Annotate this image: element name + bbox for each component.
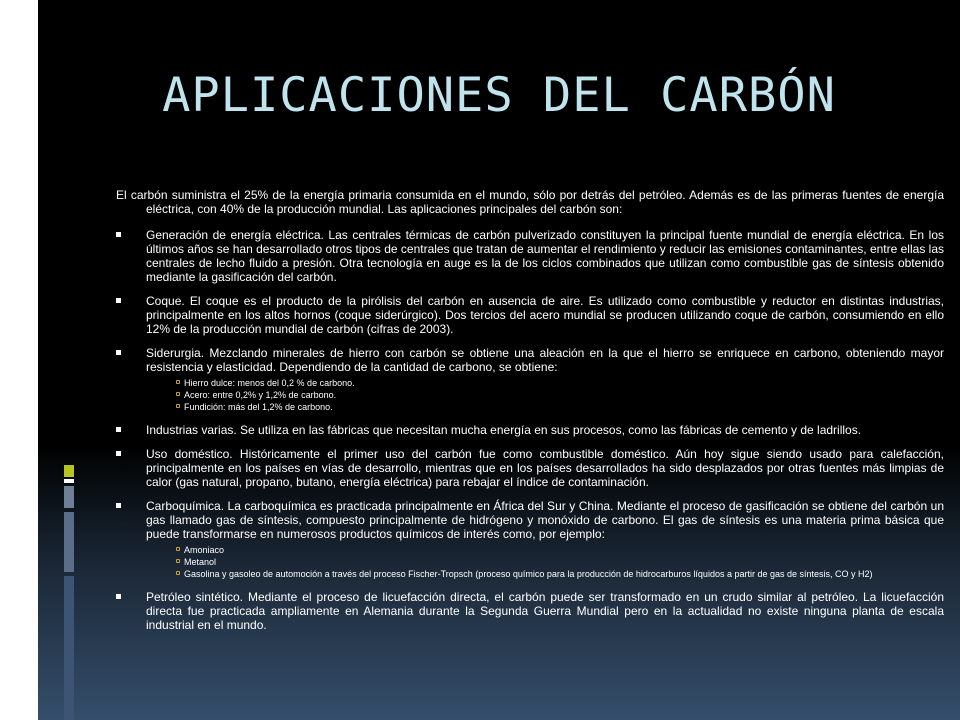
square-bullet-icon [116,594,121,599]
square-bullet-icon [116,298,121,303]
sub-list [146,377,944,413]
sub-list [146,544,944,580]
square-bullet-icon [116,427,121,432]
slide-body [116,188,944,642]
decorative-color-bars [64,465,74,720]
sub-list-item: Hierro dulce: menos del 0,2 % de carbono. [146,377,944,389]
hollow-square-bullet-icon [176,547,180,551]
deco-bar-slate [64,512,74,572]
bullet-item: Siderurgia. Mezclando minerales de hierro con carbón se obtiene una aleación en la que el hierro se enriquece en carbono, obteniendo mayor resistencia y elasticidad. Dependiendo de la cantidad de carbono, se obtiene: Hierro dulce: menos del 0,2 % de carbono. Acero: entre 0,2% y 1,2% de carbono. Fundición: más del 1,2% de carbono. [116,346,944,413]
sub-list-item: Gasolina y gasoleo de automoción a través del proceso Fischer-Tropsch (proceso químico para la producción de hidrocarburos líquidos a partir de gas de síntesis, CO y H2) [146,568,944,580]
square-bullet-icon [116,451,121,456]
sub-list-item: Acero: entre 0,2% y 1,2% de carbono. [146,389,944,401]
sub-list-item: Metanol [146,556,944,568]
hollow-square-bullet-icon [176,380,180,384]
slide-title: APLICACIONES DEL CARBÓN [162,68,836,123]
hollow-square-bullet-icon [176,392,180,396]
square-bullet-icon [116,503,121,508]
deco-bar-white [64,479,74,483]
bullet-item: Industrias varias. Se utiliza en las fábricas que necesitan mucha energía en sus procesos, como las fábricas de cemento y de ladrillos. [116,423,944,437]
hollow-square-bullet-icon [176,559,180,563]
bullet-item: Uso doméstico. Históricamente el primer uso del carbón fue como combustible doméstico. Aún hoy sigue siendo usado para calefacción, principalmente en los países en vías de desarrollo, mientras que en los países desarrollados ha sido desplazados por otras fuentes más limpias de calor (gas natural, propano, butano, energía eléctrica) para rebajar el índice de contaminación. [116,447,944,489]
slide [38,0,960,720]
hollow-square-bullet-icon [176,404,180,408]
bullet-item: Coque. El coque es el producto de la pirólisis del carbón en ausencia de aire. Es utilizado como combustible y reductor en distintas industrias, principalmente en los altos hornos (coque siderúrgico). Dos tercios del acero mundial se producen utilizando coque de carbón, consumiendo en ello 12% de la producción mundial de carbón (cifras de 2003). [116,294,944,336]
square-bullet-icon [116,232,121,237]
bullet-item: Generación de energía eléctrica. Las centrales térmicas de carbón pulverizado constituyen la principal fuente mundial de energía eléctrica. En los últimos años se han desarrollado otros tipos de centrales que tratan de aumentar el rendimiento y reducir las emisiones contaminantes, entre ellas las centrales de lecho fluido a presión. Otra tecnología en auge es la de los ciclos combinados que utilizan como combustible gas de síntesis obtenido mediante la gasificación del carbón. [116,228,944,284]
bullet-item: Carboquímica. La carboquímica es practicada principalmente en África del Sur y China. Mediante el proceso de gasificación se obtiene del carbón un gas llamado gas de síntesis, compuesto principalmente de hidrógeno y monóxido de carbono. El gas de síntesis es una materia prima básica que puede transformarse en numerosos productos químicos de interés como, por ejemplo: Amoniaco Metanol Gasolina y gasoleo de automoción a través del proceso Fischer-Tropsch (proceso químico para la producción de hidrocarburos líquidos a partir de gas de síntesis, CO y H2) [116,499,944,580]
sub-list-item: Amoniaco [146,544,944,556]
hollow-square-bullet-icon [176,571,180,575]
deco-bar-navy [64,576,74,720]
square-bullet-icon [116,350,121,355]
intro-paragraph: El carbón suministra el 25% de la energía primaria consumida en el mundo, sólo por detrás del petróleo. Además es de las primeras fuentes de energía eléctrica, con 40% de la producción mundial. Las aplicaciones principales del carbón son: [116,188,944,216]
deco-bar-gray [64,486,74,508]
deco-bar-lime [64,465,74,477]
sub-list-item: Fundición: más del 1,2% de carbono. [146,401,944,413]
bullet-item: Petróleo sintético. Mediante el proceso de licuefacción directa, el carbón puede ser transformado en un crudo similar al petróleo. La licuefacción directa fue practicada ampliamente en Alemania durante la Segunda Guerra Mundial pero en la actualidad no existe ninguna planta de escala industrial en el mundo. [116,590,944,632]
